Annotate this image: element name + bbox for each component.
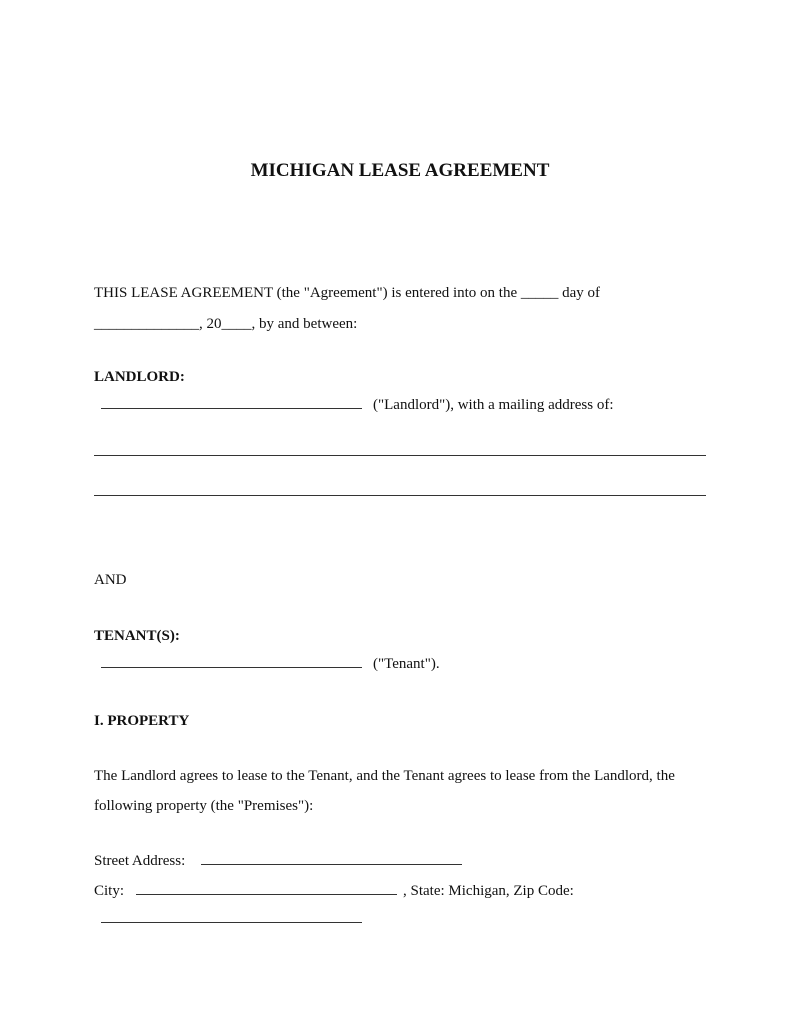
city-field[interactable] [136,894,397,895]
landlord-heading: LANDLORD: [94,369,185,385]
property-paragraph-line-1: The Landlord agrees to lease to the Tenant, and the Tenant agrees to lease from the Landlord, the [94,768,675,784]
intro-line-1: THIS LEASE AGREEMENT (the "Agreement") is entered into on the _____ day of [94,285,601,301]
property-paragraph-line-2: following property (the "Premises"): [94,798,314,814]
landlord-address-line-2[interactable] [94,495,706,496]
tenant-heading: TENANT(S): [94,628,180,644]
zip-code-field[interactable] [101,922,362,923]
street-address-label: Street Address: [94,853,186,869]
intro-line-2: ______________, 20____, by and between: [94,316,358,332]
landlord-address-line-1[interactable] [94,455,706,456]
state-zip-label: , State: Michigan, Zip Code: [403,883,574,899]
tenant-suffix: ("Tenant"). [373,656,440,672]
and-label: AND [94,572,127,588]
landlord-suffix: ("Landlord"), with a mailing address of: [373,397,614,413]
city-label: City: [94,883,125,899]
street-address-field[interactable] [201,864,462,865]
tenant-name-field[interactable] [101,667,362,668]
document-title: MICHIGAN LEASE AGREEMENT [250,160,550,181]
property-heading: I. PROPERTY [94,713,190,729]
landlord-name-field[interactable] [101,408,362,409]
